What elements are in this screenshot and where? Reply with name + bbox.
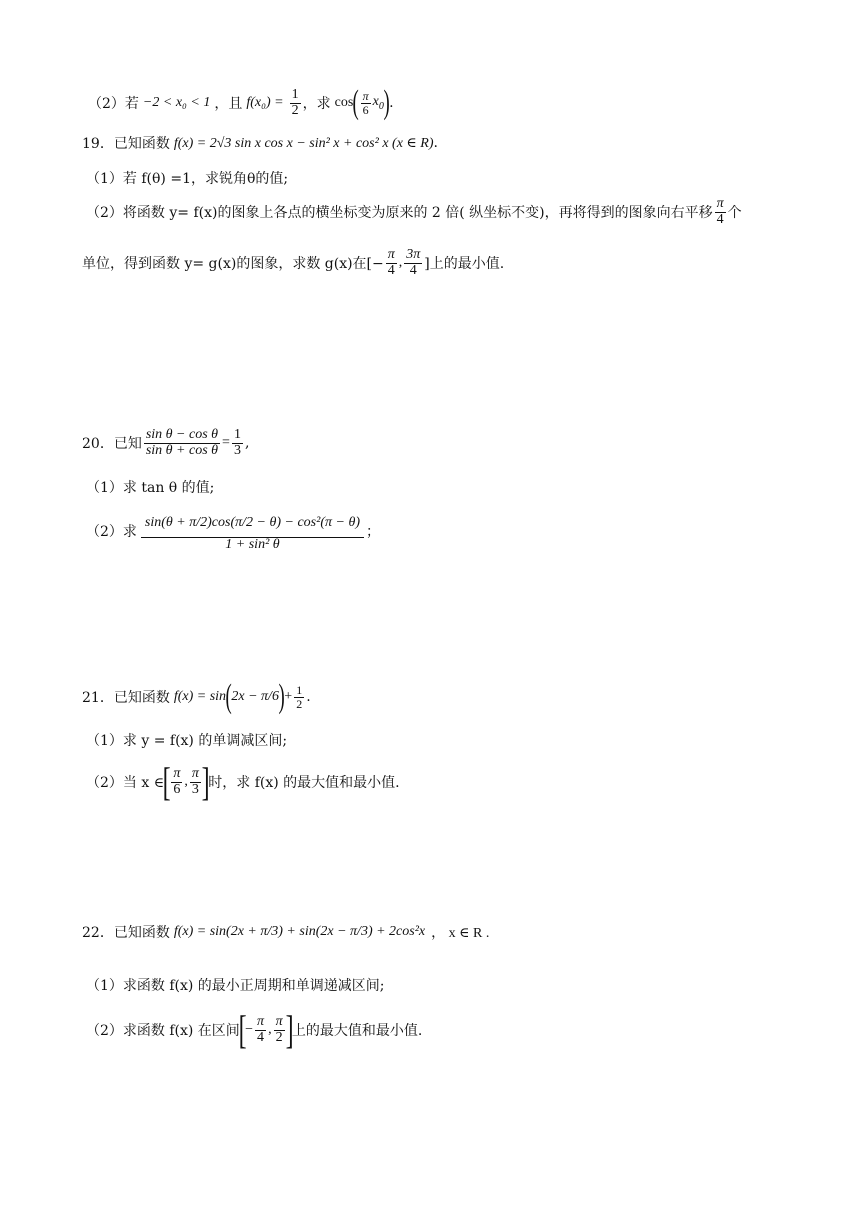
- q19-int-b-num: 3π: [406, 247, 421, 262]
- q18-cos-label: cos: [334, 95, 354, 110]
- q20-main-fraction: [144, 428, 220, 458]
- q21-part2: [86, 759, 400, 804]
- q20-part2-fraction: [141, 510, 364, 552]
- q21-part1: [86, 730, 287, 750]
- q21-half-den: 2: [296, 696, 303, 711]
- q18-half-num: 1: [291, 86, 299, 102]
- q22-int-a-num: π: [257, 1013, 265, 1029]
- q21-int-b-fraction: [190, 767, 201, 797]
- q19-shift-num: π: [716, 196, 724, 211]
- q18-mid-text: ，且: [214, 96, 243, 112]
- q19-shift-den: 4: [716, 211, 724, 227]
- q19-end: .: [433, 135, 438, 151]
- q21-part1-text: （1）求 y = f(x) 的单调减区间;: [86, 733, 288, 749]
- q19-part2-text-b: 个: [727, 205, 742, 222]
- q20-rhs-den: 3: [233, 442, 241, 458]
- q18-end: .: [389, 95, 394, 111]
- q19-part2-text-a: （2）将函数 y= f(x)的图象上各点的横坐标变为原来的 2 倍( 纵坐标不变)，再将得到的图象向右平移: [86, 205, 713, 222]
- q19-stem: [82, 133, 438, 153]
- q21-left-paren: (: [225, 678, 232, 715]
- q21-func-a: f(x) = sin: [173, 689, 227, 704]
- q21-half-num: 1: [296, 682, 303, 697]
- q21-int-comma: ,: [184, 774, 188, 789]
- q22-int-b-fraction: [274, 1015, 285, 1045]
- q20-part2-label: （2）求: [86, 524, 137, 541]
- q22-int-a-fraction: [255, 1015, 266, 1045]
- q20-part1: [86, 477, 214, 497]
- q20-rhs-fraction: [232, 428, 243, 458]
- q19-int-a-den: 4: [387, 262, 395, 278]
- q19-part1: [86, 168, 288, 188]
- q22-right-bracket: ]: [285, 1007, 294, 1052]
- q19-part2-line2: [82, 248, 504, 278]
- q21-right-paren: ): [278, 678, 285, 715]
- q21-int-b-den: 3: [191, 781, 199, 797]
- q20-part2-den: 1 + sin² θ: [225, 536, 280, 552]
- q22-left-bracket: [: [238, 1007, 247, 1052]
- q19-shift-fraction: [715, 197, 726, 227]
- q18-right-paren: ): [383, 84, 390, 121]
- q21-func-arg: 2x − π/6: [231, 689, 279, 704]
- q20-frac-num: sin θ − cos θ: [145, 427, 219, 442]
- q21-right-bracket: ]: [201, 759, 210, 804]
- q22-function: f(x) = sin(2x + π/3) + sin(2x − π/3) + 2cos²x: [173, 924, 426, 939]
- q19-interval-a-fraction: [386, 248, 397, 278]
- q20-rhs-num: 1: [233, 427, 241, 442]
- q18-cos-arg-fraction: [361, 90, 371, 116]
- q18-f-given: f(x₀) =: [246, 95, 284, 110]
- q21-number: 21．已知函数: [82, 690, 170, 706]
- q19-int-b-den: 4: [409, 262, 417, 278]
- q19-interval-comma: ,: [398, 255, 403, 271]
- q18-part2-label: （2）若: [88, 96, 139, 112]
- q21-plus: +: [284, 689, 293, 704]
- q20-part2: [86, 510, 380, 552]
- q21-left-bracket: [: [162, 759, 171, 804]
- q20-equals: =: [222, 435, 230, 451]
- q20-number: 20．已知: [82, 436, 142, 453]
- q21-half-fraction: [294, 684, 304, 710]
- q19-function: f(x) = 2√3 sin x cos x − sin² x + cos² x (x ∈ R): [173, 135, 434, 151]
- q22-part1-text: （1）求函数 f(x) 的最小正周期和单调递减区间;: [86, 978, 385, 994]
- q20-part1-text: （1）求 tan θ 的值;: [86, 480, 215, 496]
- q19-part2-text-d: ]上的最小值.: [424, 256, 505, 273]
- q22-int-a-den: 4: [257, 1029, 265, 1045]
- q19-part1-text: （1）若 f(θ) =1，求锐角θ的值;: [86, 171, 289, 187]
- q21-int-b-num: π: [191, 765, 199, 781]
- q20-frac-den: sin θ + cos θ: [145, 442, 219, 458]
- q22-part2: [86, 1007, 423, 1052]
- q19-part2-line1: [86, 197, 742, 227]
- q19-interval-b-fraction: [404, 248, 422, 278]
- q22-number: 22．已知函数: [82, 925, 170, 941]
- q19-number: 19．已知函数: [82, 136, 170, 152]
- q20-comma: ,: [244, 435, 250, 452]
- q21-end: .: [306, 689, 311, 705]
- q19-int-a-num: π: [387, 247, 395, 262]
- q20-part2-num: sin(θ + π/2)cos(π/2 − θ) − cos²(π − θ): [141, 510, 364, 538]
- q21-part2-text-a: （2）当 x ∈: [86, 775, 165, 791]
- q22-part1: [86, 975, 385, 995]
- q18-half-fraction: [290, 88, 301, 118]
- q22-int-b-den: 2: [275, 1029, 283, 1045]
- q21-part2-text-b: 时，求 f(x) 的最大值和最小值.: [208, 775, 400, 791]
- q22-minus: −: [245, 1022, 254, 1037]
- q18-part2: [88, 86, 394, 120]
- q18-cos-arg-num: π: [362, 88, 369, 103]
- q22-int-b-num: π: [275, 1013, 283, 1029]
- q18-ask-text: ，求: [302, 96, 331, 112]
- q21-int-a-den: 6: [173, 781, 181, 797]
- q22-int-comma: ,: [268, 1022, 272, 1037]
- q20-part2-end: ；: [366, 524, 380, 541]
- q22-part2-text-b: 上的最大值和最小值.: [291, 1023, 423, 1039]
- q19-part2-text-c: 单位，得到函数 y= g(x)的图象，求数 g(x)在[−: [82, 256, 384, 273]
- q21-int-a-num: π: [173, 765, 181, 781]
- q18-cos-arg-den: 6: [362, 102, 369, 117]
- q20-stem: [82, 428, 249, 458]
- q21-stem: [82, 680, 311, 714]
- q18-x0: $x_0$: [372, 94, 384, 112]
- q22-stem: [82, 922, 489, 942]
- q21-int-a-fraction: [171, 767, 182, 797]
- q18-half-den: 2: [291, 102, 299, 118]
- q22-domain: ， x ∈ R .: [431, 926, 490, 941]
- q22-part2-text-a: （2）求函数 f(x) 在区间: [86, 1023, 240, 1039]
- q18-left-paren: (: [352, 84, 360, 121]
- q18-condition: −2 < x₀ < 1: [142, 95, 211, 110]
